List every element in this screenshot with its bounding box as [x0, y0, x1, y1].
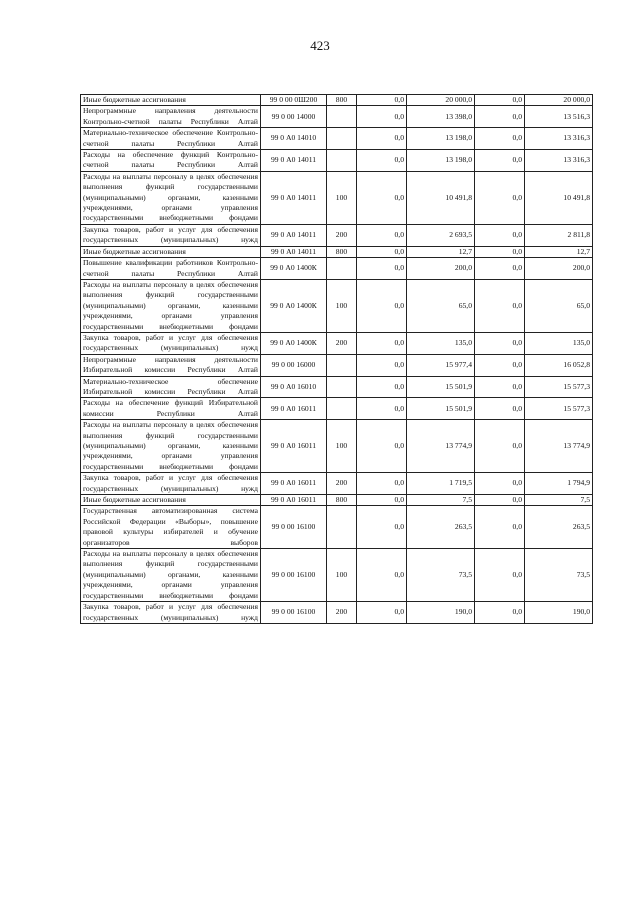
- name-cell: Расходы на выплаты персоналу в целях обеспечения выполнения функций государственными (муниципальными) органами, казенными учреждениями, органами управления государственными внебюджетными фондами: [81, 171, 261, 224]
- amount-cell-1: 0,0: [357, 376, 407, 398]
- amount-cell-3: 0,0: [475, 332, 525, 354]
- amount-cell-2: 15 501,9: [407, 376, 475, 398]
- table-row: [81, 473, 593, 495]
- amount-cell-1: 0,0: [357, 128, 407, 150]
- amount-cell-3: 0,0: [475, 128, 525, 150]
- target-code-cell: 99 0 А0 14011: [261, 224, 327, 246]
- amount-cell-3: 0,0: [475, 549, 525, 602]
- amount-cell-3: 0,0: [475, 106, 525, 128]
- amount-cell-3: 0,0: [475, 376, 525, 398]
- name-cell: Повышение квалификации работников Контрольно-счетной палаты Республики Алтай: [81, 258, 261, 280]
- amount-cell-1: 0,0: [357, 258, 407, 280]
- amount-cell-2: 15 977,4: [407, 354, 475, 376]
- amount-cell-2: 7,5: [407, 495, 475, 506]
- amount-cell-1: 0,0: [357, 171, 407, 224]
- page-number: 423: [310, 38, 330, 53]
- table-row: [81, 150, 593, 172]
- amount-cell-4: 16 052,8: [525, 354, 593, 376]
- amount-cell-4: 7,5: [525, 495, 593, 506]
- name-cell: Иные бюджетные ассигнования: [81, 495, 261, 506]
- amount-cell-1: 0,0: [357, 495, 407, 506]
- amount-cell-1: 0,0: [357, 602, 407, 624]
- target-code-cell: 99 0 А0 1400К: [261, 258, 327, 280]
- amount-cell-1: 0,0: [357, 549, 407, 602]
- amount-cell-4: 12,7: [525, 246, 593, 257]
- target-code-cell: 99 0 А0 14011: [261, 246, 327, 257]
- amount-cell-1: 0,0: [357, 354, 407, 376]
- target-code-cell: 99 0 А0 16010: [261, 376, 327, 398]
- amount-cell-3: 0,0: [475, 224, 525, 246]
- table-row: [81, 332, 593, 354]
- name-cell: Расходы на выплаты персоналу в целях обеспечения выполнения функций государственными (муниципальными) органами, казенными учреждениями, органами управления государственными внебюджетными фондами: [81, 279, 261, 332]
- amount-cell-1: 0,0: [357, 398, 407, 420]
- amount-cell-2: 13 398,0: [407, 106, 475, 128]
- amount-cell-4: 13 316,3: [525, 128, 593, 150]
- amount-cell-1: 0,0: [357, 506, 407, 549]
- expense-type-cell: 800: [327, 95, 357, 106]
- amount-cell-1: 0,0: [357, 420, 407, 473]
- name-cell: Расходы на обеспечение функций Контрольно-счетной палаты Республики Алтай: [81, 150, 261, 172]
- budget-table: [80, 94, 593, 624]
- amount-cell-2: 1 719,5: [407, 473, 475, 495]
- expense-type-cell: 800: [327, 495, 357, 506]
- name-cell: Расходы на выплаты персоналу в целях обеспечения выполнения функций государственными (муниципальными) органами, казенными учреждениями, органами управления государственными внебюджетными фондами: [81, 420, 261, 473]
- amount-cell-3: 0,0: [475, 246, 525, 257]
- amount-cell-3: 0,0: [475, 354, 525, 376]
- expense-type-cell: [327, 106, 357, 128]
- table-row: [81, 224, 593, 246]
- amount-cell-1: 0,0: [357, 224, 407, 246]
- table-row: [81, 258, 593, 280]
- table-row: [81, 495, 593, 506]
- table-row: [81, 549, 593, 602]
- target-code-cell: 99 0 А0 14011: [261, 150, 327, 172]
- target-code-cell: 99 0 00 16100: [261, 602, 327, 624]
- amount-cell-2: 13 774,9: [407, 420, 475, 473]
- name-cell: Материально-техническое обеспечение Контрольно-счетной палаты Республики Алтай: [81, 128, 261, 150]
- target-code-cell: 99 0 А0 1400К: [261, 279, 327, 332]
- amount-cell-4: 65,0: [525, 279, 593, 332]
- name-cell: Закупка товаров, работ и услуг для обеспечения государственных (муниципальных) нужд: [81, 224, 261, 246]
- amount-cell-4: 73,5: [525, 549, 593, 602]
- amount-cell-2: 190,0: [407, 602, 475, 624]
- amount-cell-1: 0,0: [357, 473, 407, 495]
- amount-cell-2: 2 693,5: [407, 224, 475, 246]
- expense-type-cell: [327, 150, 357, 172]
- expense-type-cell: [327, 376, 357, 398]
- table-row: [81, 420, 593, 473]
- amount-cell-4: 13 316,3: [525, 150, 593, 172]
- amount-cell-4: 200,0: [525, 258, 593, 280]
- target-code-cell: 99 0 00 0Ш200: [261, 95, 327, 106]
- name-cell: Закупка товаров, работ и услуг для обеспечения государственных (муниципальных) нужд: [81, 602, 261, 624]
- table-row: [81, 398, 593, 420]
- amount-cell-2: 20 000,0: [407, 95, 475, 106]
- expense-type-cell: [327, 258, 357, 280]
- expense-type-cell: 200: [327, 224, 357, 246]
- amount-cell-4: 20 000,0: [525, 95, 593, 106]
- target-code-cell: 99 0 А0 14010: [261, 128, 327, 150]
- target-code-cell: 99 0 А0 16011: [261, 420, 327, 473]
- table-row: [81, 246, 593, 257]
- table-row: [81, 602, 593, 624]
- table-row: [81, 171, 593, 224]
- amount-cell-1: 0,0: [357, 106, 407, 128]
- target-code-cell: 99 0 00 16100: [261, 506, 327, 549]
- name-cell: Материально-техническое обеспечение Избирательной комиссии Республики Алтай: [81, 376, 261, 398]
- amount-cell-2: 73,5: [407, 549, 475, 602]
- amount-cell-4: 135,0: [525, 332, 593, 354]
- amount-cell-2: 15 501,9: [407, 398, 475, 420]
- expense-type-cell: 200: [327, 602, 357, 624]
- name-cell: Непрограммные направления деятельности Избирательной комиссии Республики Алтай: [81, 354, 261, 376]
- amount-cell-2: 263,5: [407, 506, 475, 549]
- amount-cell-3: 0,0: [475, 398, 525, 420]
- expense-type-cell: [327, 354, 357, 376]
- amount-cell-4: 1 794,9: [525, 473, 593, 495]
- amount-cell-2: 200,0: [407, 258, 475, 280]
- target-code-cell: 99 0 00 14000: [261, 106, 327, 128]
- amount-cell-1: 0,0: [357, 150, 407, 172]
- target-code-cell: 99 0 А0 1400К: [261, 332, 327, 354]
- amount-cell-4: 190,0: [525, 602, 593, 624]
- amount-cell-2: 13 198,0: [407, 150, 475, 172]
- name-cell: Иные бюджетные ассигнования: [81, 246, 261, 257]
- target-code-cell: 99 0 А0 16011: [261, 473, 327, 495]
- amount-cell-2: 65,0: [407, 279, 475, 332]
- name-cell: Расходы на обеспечение функций Избирательной комиссии Республики Алтай: [81, 398, 261, 420]
- name-cell: Закупка товаров, работ и услуг для обеспечения государственных (муниципальных) нужд: [81, 332, 261, 354]
- amount-cell-3: 0,0: [475, 506, 525, 549]
- expense-type-cell: 100: [327, 420, 357, 473]
- expense-type-cell: [327, 398, 357, 420]
- amount-cell-2: 13 198,0: [407, 128, 475, 150]
- amount-cell-2: 135,0: [407, 332, 475, 354]
- name-cell: Непрограммные направления деятельности Контрольно-счетной палаты Республики Алтай: [81, 106, 261, 128]
- table-row: [81, 279, 593, 332]
- amount-cell-4: 263,5: [525, 506, 593, 549]
- table-row: [81, 376, 593, 398]
- amount-cell-3: 0,0: [475, 171, 525, 224]
- expense-type-cell: [327, 506, 357, 549]
- target-code-cell: 99 0 00 16000: [261, 354, 327, 376]
- table-body: [81, 95, 593, 624]
- amount-cell-4: 15 577,3: [525, 376, 593, 398]
- amount-cell-1: 0,0: [357, 95, 407, 106]
- expense-type-cell: [327, 128, 357, 150]
- amount-cell-3: 0,0: [475, 495, 525, 506]
- expense-type-cell: 200: [327, 332, 357, 354]
- name-cell: Государственная автоматизированная система Российской Федерации «Выборы», повышение правовой культуры избирателей и обучение организаторов выборов: [81, 506, 261, 549]
- table-row: [81, 506, 593, 549]
- amount-cell-3: 0,0: [475, 258, 525, 280]
- amount-cell-1: 0,0: [357, 246, 407, 257]
- table-row: [81, 106, 593, 128]
- amount-cell-4: 13 516,3: [525, 106, 593, 128]
- name-cell: Расходы на выплаты персоналу в целях обеспечения выполнения функций государственными (муниципальными) органами, казенными учреждениями, органами управления государственными внебюджетными фондами: [81, 549, 261, 602]
- expense-type-cell: 800: [327, 246, 357, 257]
- target-code-cell: 99 0 А0 14011: [261, 171, 327, 224]
- target-code-cell: 99 0 А0 16011: [261, 398, 327, 420]
- amount-cell-4: 2 811,8: [525, 224, 593, 246]
- amount-cell-4: 10 491,8: [525, 171, 593, 224]
- amount-cell-4: 15 577,3: [525, 398, 593, 420]
- target-code-cell: 99 0 00 16100: [261, 549, 327, 602]
- expense-type-cell: 100: [327, 171, 357, 224]
- amount-cell-1: 0,0: [357, 332, 407, 354]
- amount-cell-4: 13 774,9: [525, 420, 593, 473]
- amount-cell-3: 0,0: [475, 95, 525, 106]
- table-row: [81, 354, 593, 376]
- name-cell: Иные бюджетные ассигнования: [81, 95, 261, 106]
- expense-type-cell: 200: [327, 473, 357, 495]
- amount-cell-3: 0,0: [475, 473, 525, 495]
- amount-cell-3: 0,0: [475, 602, 525, 624]
- table-row: [81, 128, 593, 150]
- amount-cell-2: 10 491,8: [407, 171, 475, 224]
- amount-cell-1: 0,0: [357, 279, 407, 332]
- expense-type-cell: 100: [327, 549, 357, 602]
- table-row: [81, 95, 593, 106]
- name-cell: Закупка товаров, работ и услуг для обеспечения государственных (муниципальных) нужд: [81, 473, 261, 495]
- expense-type-cell: 100: [327, 279, 357, 332]
- amount-cell-3: 0,0: [475, 279, 525, 332]
- amount-cell-3: 0,0: [475, 150, 525, 172]
- target-code-cell: 99 0 А0 16011: [261, 495, 327, 506]
- amount-cell-3: 0,0: [475, 420, 525, 473]
- amount-cell-2: 12,7: [407, 246, 475, 257]
